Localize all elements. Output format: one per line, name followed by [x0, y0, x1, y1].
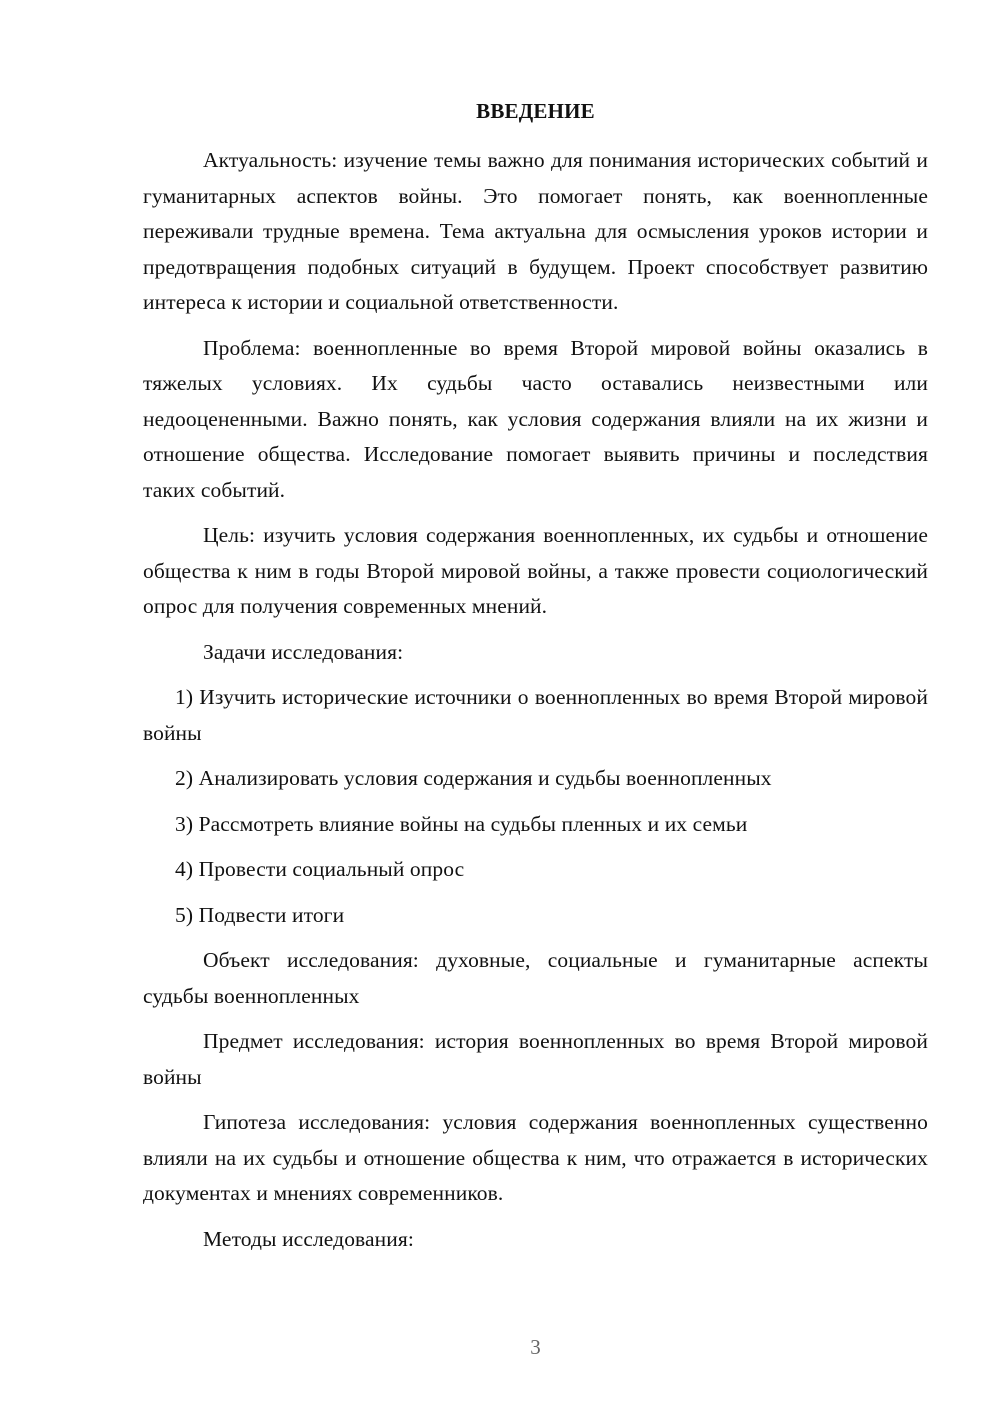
relevance-paragraph: Актуальность: изучение темы важно для понимания исторических событий и гуманитарных аспектов войны. Это помогает понять, как военнопленные переживали трудные времена. Тема актуальна для осмысления уроков истории и предотвращения подобных ситуаций в будущем. Проект способствует развитию интереса к истории и социальной ответственности.: [143, 148, 928, 314]
task-item-4: 4) Провести социальный опрос: [175, 857, 465, 881]
hypothesis-paragraph: Гипотеза исследования: условия содержания военнопленных существенно влияли на их судьбы и отношение общества к ним, что отражается в исторических документах и мнениях современников.: [143, 1110, 928, 1205]
document-body: [143, 143, 928, 1267]
task-item-2: 2) Анализировать условия содержания и судьбы военнопленных: [175, 766, 772, 790]
page-title: ВВЕДЕНИЕ: [476, 99, 595, 123]
methods-heading: Методы исследования:: [203, 1226, 414, 1251]
page-number: 3: [530, 1335, 541, 1359]
subject-paragraph: Предмет исследования: история военнопленных во время Второй мировой войны: [143, 1029, 928, 1089]
document-page: [143, 0, 928, 1414]
tasks-heading: Задачи исследования:: [203, 639, 404, 664]
goal-paragraph: Цель: изучить условия содержания военнопленных, их судьбы и отношение общества к ним в годы Второй мировой войны, а также провести социологический опрос для получения современных мнений.: [143, 523, 928, 618]
problem-paragraph: Проблема: военнопленные во время Второй мировой войны оказались в тяжелых условиях. Их судьбы часто оставались неизвестными или недооцененными. Важно понять, как условия содержания влияли на их жизни и отношение общества. Исследование помогает выявить причины и последствия таких событий.: [143, 335, 928, 502]
task-item-1: 1) Изучить исторические источники о военнопленных во время Второй мировой войны: [143, 685, 928, 745]
object-paragraph: Объект исследования: духовные, социальные и гуманитарные аспекты судьбы военнопленных: [143, 948, 928, 1008]
task-item-5: 5) Подвести итоги: [175, 902, 345, 927]
task-item-3: 3) Рассмотреть влияние войны на судьбы пленных и их семьи: [175, 811, 748, 836]
